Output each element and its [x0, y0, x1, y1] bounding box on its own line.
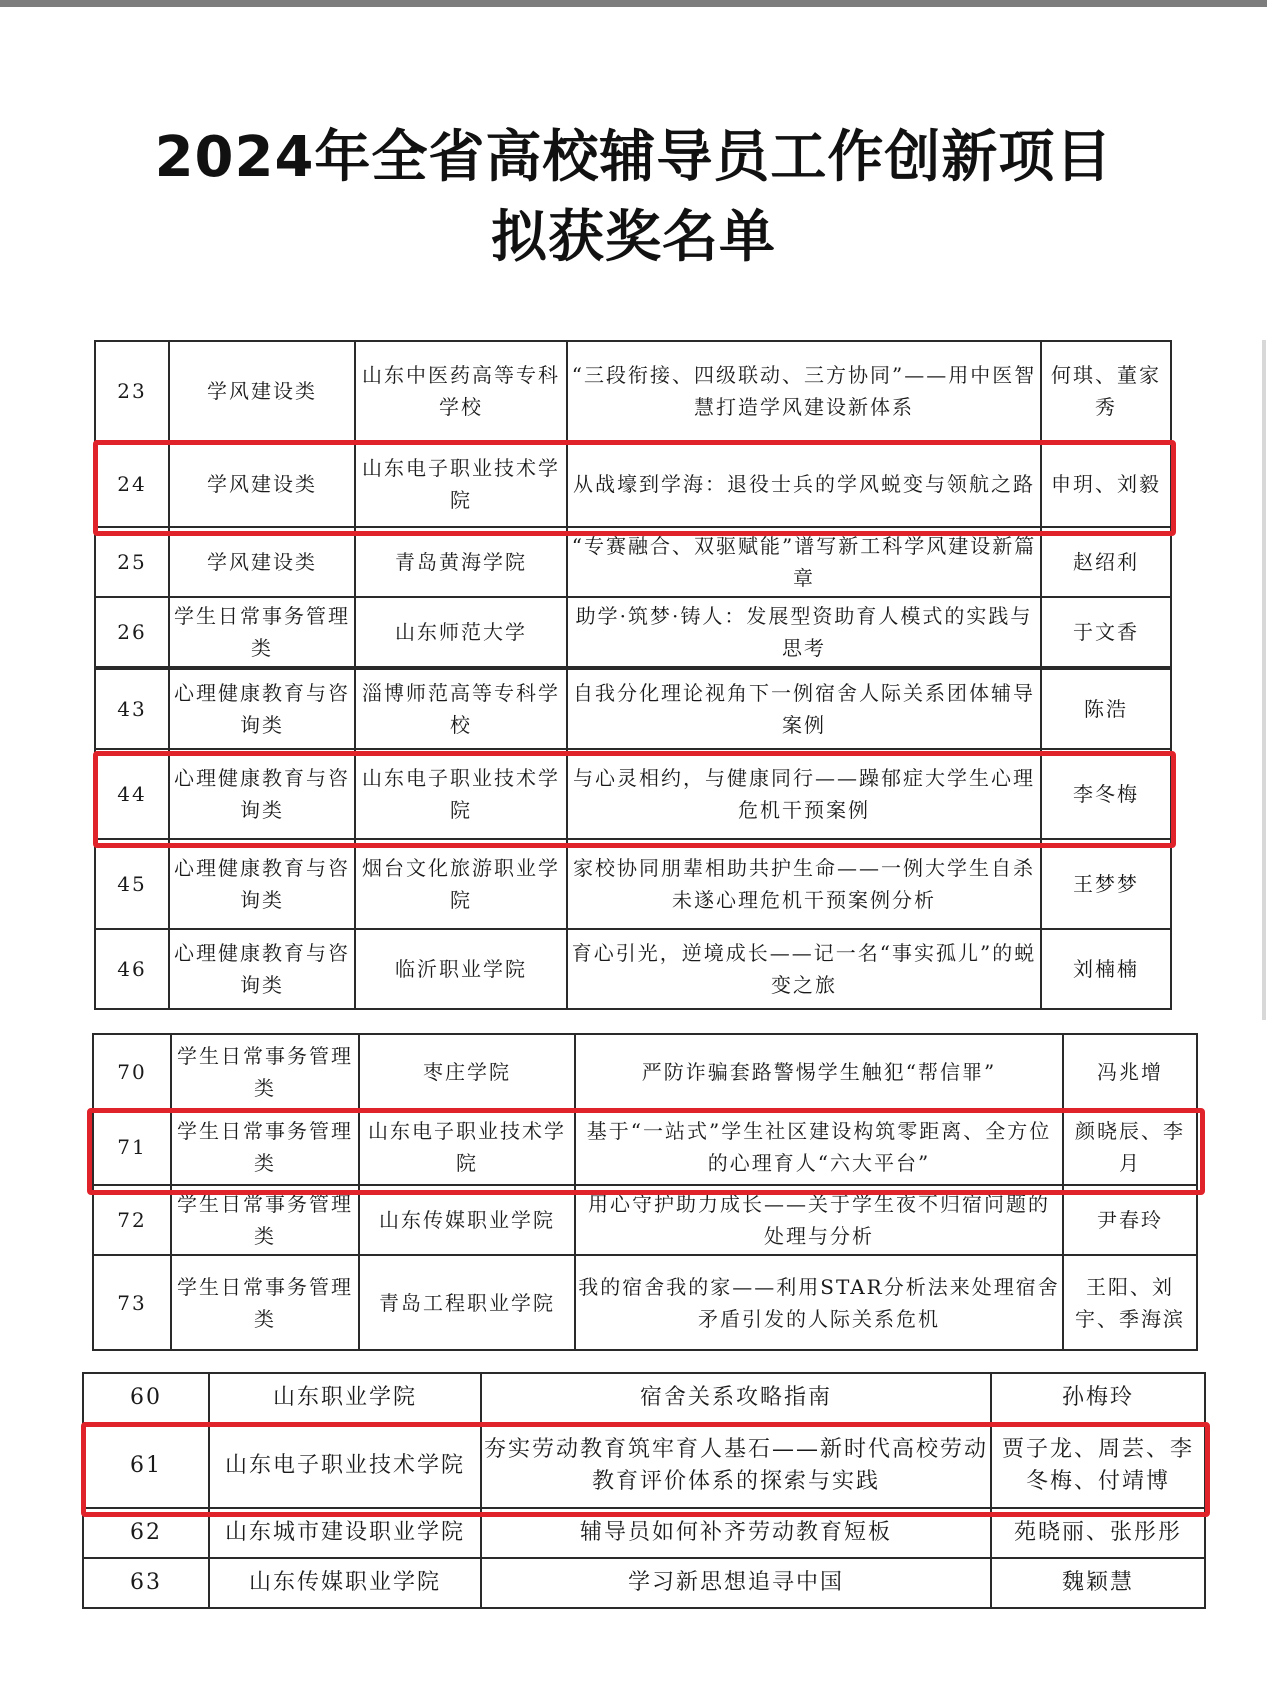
page-title — [0, 118, 1267, 278]
row-number: 25 — [95, 527, 169, 597]
category-cell: 学风建设类 — [169, 441, 355, 527]
project-cell: 自我分化理论视角下一例宿舍人际关系团体辅导案例 — [567, 669, 1041, 749]
school-cell: 山东电子职业技术学院 — [355, 749, 567, 839]
school-cell: 枣庄学院 — [359, 1034, 575, 1109]
people-cell: 贾子龙、周芸、李冬梅、付靖博 — [991, 1423, 1205, 1508]
school-cell: 山东电子职业技术学院 — [209, 1423, 481, 1508]
people-cell: 刘楠楠 — [1041, 929, 1171, 1009]
table-row — [83, 1558, 1205, 1608]
project-cell: 用心守护助力成长——关于学生夜不归宿问题的处理与分析 — [575, 1185, 1063, 1255]
project-cell: 宿舍关系攻略指南 — [481, 1373, 991, 1423]
people-cell: 魏颖慧 — [991, 1558, 1205, 1608]
people-cell: 赵绍利 — [1041, 527, 1171, 597]
school-cell: 山东电子职业技术学院 — [355, 441, 567, 527]
highlight-box — [87, 1108, 1205, 1195]
row-number: 61 — [83, 1423, 209, 1508]
project-cell: 与心灵相约，与健康同行——躁郁症大学生心理危机干预案例 — [567, 749, 1041, 839]
category-cell: 学生日常事务管理类 — [171, 1255, 359, 1350]
people-cell: 陈浩 — [1041, 669, 1171, 749]
table-row — [83, 1373, 1205, 1423]
people-cell: 王阳、刘宇、季海滨 — [1063, 1255, 1197, 1350]
category-cell: 学生日常事务管理类 — [171, 1109, 359, 1185]
row-number: 60 — [83, 1373, 209, 1423]
highlight-box — [93, 440, 1176, 536]
school-cell: 临沂职业学院 — [355, 929, 567, 1009]
table-row — [95, 839, 1171, 929]
school-cell: 青岛工程职业学院 — [359, 1255, 575, 1350]
project-cell: 严防诈骗套路警惕学生触犯“帮信罪” — [575, 1034, 1063, 1109]
row-number: 24 — [95, 441, 169, 527]
title-line-1: 2024年全省高校辅导员工作创新项目 — [154, 125, 1113, 190]
school-cell: 烟台文化旅游职业学院 — [355, 839, 567, 929]
category-cell: 学生日常事务管理类 — [169, 597, 355, 667]
row-number: 72 — [93, 1185, 171, 1255]
people-cell: 尹春玲 — [1063, 1185, 1197, 1255]
row-number: 26 — [95, 597, 169, 667]
category-cell: 心理健康教育与咨询类 — [169, 669, 355, 749]
people-cell: 于文香 — [1041, 597, 1171, 667]
row-number: 62 — [83, 1508, 209, 1558]
row-number: 43 — [95, 669, 169, 749]
table-row — [95, 929, 1171, 1009]
people-cell: 申玥、刘毅 — [1041, 441, 1171, 527]
school-cell: 山东传媒职业学院 — [359, 1185, 575, 1255]
project-cell: 学习新思想追寻中国 — [481, 1558, 991, 1608]
project-cell: 夯实劳动教育筑牢育人基石——新时代高校劳动教育评价体系的探索与实践 — [481, 1423, 991, 1508]
people-cell: 李冬梅 — [1041, 749, 1171, 839]
row-number: 63 — [83, 1558, 209, 1608]
row-number: 73 — [93, 1255, 171, 1350]
school-cell: 山东中医药高等专科学校 — [355, 341, 567, 441]
project-cell: “三段衔接、四级联动、三方协同”——用中医智慧打造学风建设新体系 — [567, 341, 1041, 441]
school-cell: 山东电子职业技术学院 — [359, 1109, 575, 1185]
school-cell: 山东传媒职业学院 — [209, 1558, 481, 1608]
category-cell: 心理健康教育与咨询类 — [169, 929, 355, 1009]
row-number: 46 — [95, 929, 169, 1009]
row-number: 23 — [95, 341, 169, 441]
school-cell: 青岛黄海学院 — [355, 527, 567, 597]
table-row — [93, 1034, 1197, 1109]
row-number: 45 — [95, 839, 169, 929]
table-row — [95, 341, 1171, 441]
school-cell: 淄博师范高等专科学校 — [355, 669, 567, 749]
table-row — [93, 1255, 1197, 1350]
table-row — [95, 669, 1171, 749]
people-cell: 何琪、董家秀 — [1041, 341, 1171, 441]
people-cell: 孙梅玲 — [991, 1373, 1205, 1423]
highlight-box — [81, 1422, 1210, 1517]
category-cell: 学风建设类 — [169, 341, 355, 441]
category-cell: 心理健康教育与咨询类 — [169, 839, 355, 929]
project-cell: 家校协同朋辈相助共护生命——一例大学生自杀未遂心理危机干预案例分析 — [567, 839, 1041, 929]
project-cell: “专赛融合、双驱赋能”谱写新工科学风建设新篇章 — [567, 527, 1041, 597]
table-row — [93, 1185, 1197, 1255]
people-cell: 冯兆增 — [1063, 1034, 1197, 1109]
title-line-2: 拟获奖名单 — [491, 205, 776, 270]
table-row — [95, 527, 1171, 597]
category-cell: 心理健康教育与咨询类 — [169, 749, 355, 839]
table-row — [95, 597, 1171, 667]
highlight-box — [93, 751, 1176, 848]
project-cell: 育心引光，逆境成长——记一名“事实孤儿”的蜕变之旅 — [567, 929, 1041, 1009]
category-cell: 学风建设类 — [169, 527, 355, 597]
row-number: 44 — [95, 749, 169, 839]
top-border-line — [0, 0, 1267, 7]
row-number: 70 — [93, 1034, 171, 1109]
people-cell: 苑晓丽、张彤彤 — [991, 1508, 1205, 1558]
project-cell: 我的宿舍我的家——利用STAR分析法来处理宿舍矛盾引发的人际关系危机 — [575, 1255, 1063, 1350]
school-cell: 山东职业学院 — [209, 1373, 481, 1423]
category-cell: 学生日常事务管理类 — [171, 1185, 359, 1255]
people-cell: 颜晓辰、李月 — [1063, 1109, 1197, 1185]
school-cell: 山东城市建设职业学院 — [209, 1508, 481, 1558]
category-cell: 学生日常事务管理类 — [171, 1034, 359, 1109]
project-cell: 基于“一站式”学生社区建设构筑零距离、全方位的心理育人“六大平台” — [575, 1109, 1063, 1185]
project-cell: 辅导员如何补齐劳动教育短板 — [481, 1508, 991, 1558]
school-cell: 山东师范大学 — [355, 597, 567, 667]
project-cell: 助学·筑梦·铸人：发展型资助育人模式的实践与思考 — [567, 597, 1041, 667]
row-number: 71 — [93, 1109, 171, 1185]
page-edge-line — [1262, 340, 1266, 1020]
project-cell: 从战壕到学海：退役士兵的学风蜕变与领航之路 — [567, 441, 1041, 527]
people-cell: 王梦梦 — [1041, 839, 1171, 929]
